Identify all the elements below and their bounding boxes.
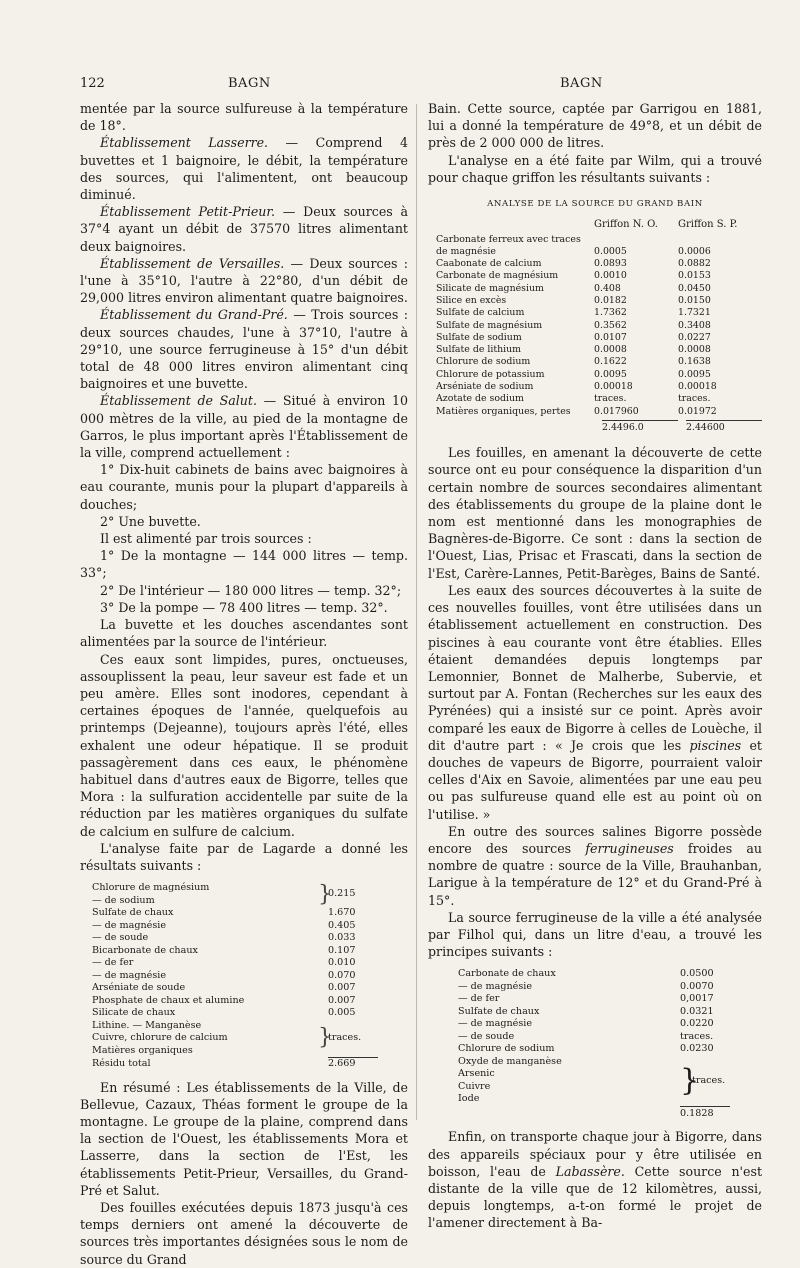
table-cell-value: 0.0070 xyxy=(680,980,714,992)
table-row xyxy=(436,270,762,282)
table-row xyxy=(436,406,762,418)
table-row xyxy=(458,1018,750,1031)
table-cell-value: 0.0095 xyxy=(594,368,627,380)
table-cell-value: traces. xyxy=(680,1030,714,1042)
left-column xyxy=(80,100,408,1268)
table-cell-name: Silice en excès xyxy=(436,295,507,306)
table-cell-name: Sulfate de chaux xyxy=(92,907,174,919)
table-cell-value: traces. xyxy=(328,1032,362,1044)
table-cell-value: 0.0153 xyxy=(678,270,711,282)
table-cell-name: Cuivre, chlorure de calcium xyxy=(92,1032,228,1044)
table-group xyxy=(92,1020,388,1058)
table-row xyxy=(436,369,762,381)
table-row xyxy=(436,307,762,319)
table-total-row xyxy=(92,1058,388,1071)
table-cell-value: 0.0220 xyxy=(680,1018,714,1030)
table-cell-value: 0.0182 xyxy=(594,295,627,306)
paragraph: En outre des sources salines Bigorre possède encore des sources ferrugineuses froides au nombre de quatre : source de la Ville, Brauhanban, Larigue à la température de 12° et du Grand-Pré à 15°. xyxy=(428,823,762,908)
paragraph: L'analyse faite par de Lagarde a donné les résultats suivants : xyxy=(80,840,408,873)
table-cell-name: Arsenic xyxy=(458,1068,495,1080)
table-cell-value: 0.0008 xyxy=(678,344,711,356)
table-cell-value xyxy=(594,234,678,246)
table-row xyxy=(92,957,388,970)
table-cell-value: 0.0321 xyxy=(680,1005,714,1017)
right-running-title: BAGN xyxy=(560,76,603,91)
table-cell-value: 1.7321 xyxy=(678,307,711,319)
table-row xyxy=(436,283,762,295)
table-cell-name: — de magnésie xyxy=(458,980,532,992)
left-running-title: BAGN xyxy=(228,76,271,91)
table-cell-name: Sulfate de chaux xyxy=(458,1005,540,1017)
table-cell-name: Sulfate de lithium xyxy=(436,344,522,356)
table-cell-name: Silicate de chaux xyxy=(92,1007,176,1019)
table-cell-name: Phosphate de chaux et alumine xyxy=(92,994,245,1006)
table-cell-value: 0.408 xyxy=(594,282,621,294)
table-row xyxy=(436,381,762,393)
table-cell-name: Chlorure de sodium xyxy=(458,1043,555,1055)
table-row xyxy=(436,234,762,246)
table-row xyxy=(92,970,388,983)
table-cell-value: 0.0882 xyxy=(678,258,711,270)
table-cell-name: Silicate de magnésium xyxy=(436,282,544,294)
table-cell-value: 0.1638 xyxy=(678,356,711,368)
column-header: Griffon S. P. xyxy=(678,219,738,231)
table-cell-name: — de soude xyxy=(92,932,149,944)
paragraph: La source ferrugineuse de la ville a été analysée par Filhol qui, dans un litre d'eau, a trouvé les principes suivants : xyxy=(428,909,762,960)
table-cell-value: 0.0227 xyxy=(678,331,711,343)
table-row xyxy=(436,258,762,270)
table-cell-value xyxy=(678,234,762,246)
table-row xyxy=(436,295,762,307)
table-row xyxy=(436,393,762,405)
table-group xyxy=(92,882,388,907)
table-cell-value: 0.0095 xyxy=(678,368,711,380)
brace-glyph: } xyxy=(680,1062,700,1098)
table-cell-name: Arséniate de sodium xyxy=(436,381,534,393)
table-cell-name: — de fer xyxy=(458,993,500,1005)
table-cell-value: 1.670 xyxy=(328,907,356,919)
table-cell-name: — de magnésie xyxy=(92,919,166,931)
table-row xyxy=(458,1006,750,1019)
paragraph: En résumé : Les établissements de la Ville, de Bellevue, Cazaux, Théas forment le groupe de la montagne. Le groupe de la plaine, comprend dans la section de l'Ouest, les établissements Mora et Lasserre, dans la section de l'Est, les établissements Petit-Prieur, Versailles, du Grand-Pré et Salut. xyxy=(80,1079,408,1198)
table-cell-value: 0.033 xyxy=(328,932,356,944)
table-cell-value: 0.00018 xyxy=(594,381,633,393)
paragraph: Des fouilles exécutées depuis 1873 jusqu'à ces temps derniers ont amené la découverte de sources très importantes désignées sous le nom de source du Grand xyxy=(80,1200,408,1267)
table-cell-name: — de magnésie xyxy=(458,1018,532,1030)
table-cell-name: Cuivre xyxy=(458,1080,491,1092)
paragraph: mentée par la source sulfureuse à la température de 18°. xyxy=(80,101,408,134)
table-cell-value: 0.0230 xyxy=(680,1043,714,1055)
paragraph: L'analyse en a été faite par Wilm, qui a trouvé pour chaque griffon les résultants suivants : xyxy=(428,152,762,185)
table-cell-name: — de sodium xyxy=(92,894,155,906)
paragraph: Les eaux des sources découvertes à la suite de ces nouvelles fouilles, vont être utilisées dans un établissement actuellement en construction. Des piscines à eau courante vont être établies. Elles étaient demandées depuis longtemps par Lemonnier, Bonnet de Malherbe, Subervie, et surtout par A. Fontan (Recherches sur les eaux des Pyrénées) qui a insisté sur ce point. Après avoir comparé les eaux de Bigorre à celles de Louèche, il dit d'autre part : « Je crois que les piscines et douches de vapeurs de Bigorre, pourraient valoir celles d'Aix en Savoie, alimentées par une eau peu ou pas sulfureuse quand elle est au point où on l'utilise. » xyxy=(428,582,762,822)
table-cell-value: 0.215 xyxy=(328,888,356,900)
table-row xyxy=(92,982,388,995)
grand-bain-analysis-table xyxy=(436,219,762,434)
analysis-title: ANALYSE DE LA SOURCE DU GRAND BAIN xyxy=(487,199,703,210)
table-cell-name: Chlorure de potassium xyxy=(436,368,545,380)
table-cell-value: 0.0005 xyxy=(594,245,627,257)
table-cell-name: Oxyde de manganèse xyxy=(458,1055,562,1067)
table-cell-value: traces. xyxy=(692,1074,726,1086)
table-cell-value: 0.007 xyxy=(328,994,356,1006)
table-cell-value: 0.0008 xyxy=(594,344,627,356)
table-row xyxy=(436,320,762,332)
establishment-title: Établissement de Versailles. xyxy=(100,255,285,271)
table-total-row xyxy=(458,1106,750,1121)
paragraph: Les fouilles, en amenant la découverte de cette source ont eu pour conséquence la disparition d'un certain nombre de sources secondaires alimentant des établissements du groupe de la plaine dont le nom est mentionné dans les monographies de Bagnères-de-Bigorre. Ce sont : dans la section de l'Ouest, Lias, Prisac et Frascati, dans la section de l'Est, Carère-Lannes, Petit-Barèges, Bains de Santé. xyxy=(428,445,762,581)
table-cell-value: 0.3408 xyxy=(678,319,711,331)
table-row xyxy=(92,1007,388,1020)
table-cell-value: traces. xyxy=(678,393,711,405)
table-cell-name: Matières organiques xyxy=(92,1044,193,1056)
table-cell-name: Matières organiques, pertes xyxy=(436,405,571,417)
paragraph: Établissement du Grand-Pré. — Trois sources : deux sources chaudes, l'une à 37°10, l'autre à 29°10, une source ferrugineuse à 15° d'un débit total de 48 000 litres environ alimentant cinq baignoires et une buvette. xyxy=(80,307,408,392)
running-header xyxy=(0,76,800,96)
table-cell-name: Carbonate ferreux avec traces xyxy=(436,233,581,245)
table-row xyxy=(92,907,388,920)
list-item: 1° Dix-huit cabinets de bains avec baignoires à eau courante, munis pour la plupart d'appareils à douches; xyxy=(80,462,408,512)
table-cell-name: — de magnésie xyxy=(92,969,166,981)
table-cell-value: 0.0893 xyxy=(594,258,627,270)
table-row xyxy=(458,968,750,981)
table-cell-name: Lithine. — Manganèse xyxy=(92,1019,202,1031)
table-cell-value: 0.0010 xyxy=(594,270,627,282)
table-cell-value: 2.4496.0 xyxy=(602,420,678,434)
table-cell-name: Bicarbonate de chaux xyxy=(92,944,198,956)
establishment-title: Établissement Petit-Prieur. xyxy=(100,204,276,220)
brace-glyph: } xyxy=(318,881,332,907)
table-total-row xyxy=(436,420,762,434)
paragraph: La buvette et les douches ascendantes sont alimentées par la source de l'intérieur. xyxy=(80,617,408,650)
table-cell-name: de magnésie xyxy=(436,245,496,257)
page-number: 122 xyxy=(80,76,105,91)
right-column xyxy=(428,100,762,1232)
table-cell-value: traces. xyxy=(594,393,627,405)
table-row xyxy=(436,246,762,258)
table-cell-name: Carbonate de magnésium xyxy=(436,270,559,282)
table-cell-name: Arséniate de soude xyxy=(92,982,186,994)
table-cell-value: 0.0450 xyxy=(678,282,711,294)
establishment-title: Établissement Lasserre. xyxy=(100,135,269,151)
table-cell-name: Chlorure de magnésium xyxy=(92,882,210,894)
table-cell-name: Sulfate de calcium xyxy=(436,307,525,319)
table-row xyxy=(458,981,750,994)
table-cell-name: Sulfate de sodium xyxy=(436,331,522,343)
table-cell-value: 2.669 xyxy=(328,1058,356,1070)
table-group xyxy=(458,1056,750,1106)
table-cell-value: 0.405 xyxy=(328,919,356,931)
list-item: 3° De la pompe — 78 400 litres — temp. 32°. xyxy=(100,599,388,615)
paragraph: Établissement de Salut. — Situé à environ 10 000 mètres de la ville, au pied de la montagne de Garros, le plus important après l'Établissement de la ville, comprend actuellement : xyxy=(80,393,409,461)
table-cell-value: 0.007 xyxy=(328,982,356,994)
table-cell-value: 0.0500 xyxy=(680,968,714,980)
table-cell-value: 0.107 xyxy=(328,944,356,956)
table-header xyxy=(436,219,762,231)
table-cell-value: 2.44600 xyxy=(686,420,762,434)
table-cell-value: 0.005 xyxy=(328,1007,356,1019)
table-cell-value: 0.017960 xyxy=(594,405,639,417)
table-row xyxy=(436,332,762,344)
column-header: Griffon N. O. xyxy=(594,219,658,231)
table-row xyxy=(92,995,388,1008)
paragraph: Enfin, on transporte chaque jour à Bigorre, dans des appareils spéciaux pour y être utilisée en boisson, l'eau de Labassère. Cette source n'est distante de la ville que de 12 kilomètres, aussi, depuis longtemps, a-t-on formé le projet de l'amener directement à Ba- xyxy=(428,1129,762,1231)
table-cell-value: 0.0006 xyxy=(678,245,711,257)
paragraph: Ces eaux sont limpides, pures, onctueuses, assouplissent la peau, leur saveur est fade et un peu amère. Elles sont inodores, cependant à certaines époques de l'année, quelquefois au printemps (Dejeanne), toujours après l'été, elles exhalent une odeur hépatique. Il se produit passagèrement dans ces eaux, le phénomène habituel dans d'autres eaux de Bigorre, telles que Mora : la sulfuration accidentelle par suite de la réduction par les matières organiques du sulfate de calcium en sulfure de calcium. xyxy=(80,651,408,839)
table-row xyxy=(458,1031,750,1044)
table-row xyxy=(92,945,388,958)
table-cell-name: Iode xyxy=(458,1093,480,1105)
table-cell-name: Sulfate de magnésium xyxy=(436,319,543,331)
table-row xyxy=(458,993,750,1006)
table-cell-name: Caabonate de calcium xyxy=(436,258,542,270)
list-item: 1° De la montagne — 144 000 litres — temp. 33°; xyxy=(80,548,408,581)
table-cell-value: 0.1828 xyxy=(680,1106,730,1121)
table-cell-value: 0.1622 xyxy=(594,356,627,368)
table-cell-value: 0.070 xyxy=(328,969,356,981)
table-cell-value: 0.0107 xyxy=(594,331,627,343)
table-cell-name: Azotate de sodium xyxy=(436,393,524,405)
table-cell-value: 0.010 xyxy=(328,957,356,969)
table-cell-value: 0,0017 xyxy=(680,993,714,1005)
lagarde-analysis-table xyxy=(92,882,388,1071)
table-cell-value: 0.0150 xyxy=(678,295,711,306)
list-item: 2° Une buvette. xyxy=(100,513,201,529)
table-cell-name: — de soude xyxy=(458,1030,515,1042)
table-cell-name: Chlorure de sodium xyxy=(436,356,531,368)
filhol-analysis-table xyxy=(458,968,750,1120)
table-cell-value: 0.01972 xyxy=(678,405,717,417)
table-row xyxy=(92,920,388,933)
table-row xyxy=(436,356,762,368)
table-cell-name: Carbonate de chaux xyxy=(458,968,556,980)
table-cell-value: 0.00018 xyxy=(678,381,717,393)
paragraph: Bain. Cette source, captée par Garrigou en 1881, lui a donné la température de 49°8, et un débit de près de 2 000 000 de litres. xyxy=(428,101,762,151)
table-cell-value: 0.3562 xyxy=(594,319,627,331)
list-item: Il est alimenté par trois sources : xyxy=(100,531,312,547)
table-cell-name: — de fer xyxy=(92,957,134,969)
establishment-title: Établissement de Salut. xyxy=(100,393,257,409)
table-row xyxy=(92,932,388,945)
table-row xyxy=(458,1043,750,1056)
paragraph: Établissement Lasserre. — Comprend 4 buvettes et 1 baignoire, le débit, la température des sources, qui l'alimentent, ont beaucoup diminué. xyxy=(80,135,408,203)
table-cell-name: Résidu total xyxy=(92,1058,151,1070)
list-item: 2° De l'intérieur — 180 000 litres — temp. 32°; xyxy=(100,582,402,598)
column-divider xyxy=(416,104,417,1120)
paragraph: Établissement de Versailles. — Deux sources : l'une à 35°10, l'autre à 22°80, d'un débit de 29,000 litres environ alimentant quatre baignoires. xyxy=(80,255,408,306)
table-row xyxy=(436,344,762,356)
establishment-title: Établissement du Grand-Pré. xyxy=(100,307,288,323)
table-cell-value: 1.7362 xyxy=(594,307,627,319)
brace-glyph: } xyxy=(318,1025,332,1051)
paragraph: Établissement Petit-Prieur. — Deux sources à 37°4 ayant un débit de 37570 litres alimentant deux baignoires. xyxy=(80,204,408,254)
